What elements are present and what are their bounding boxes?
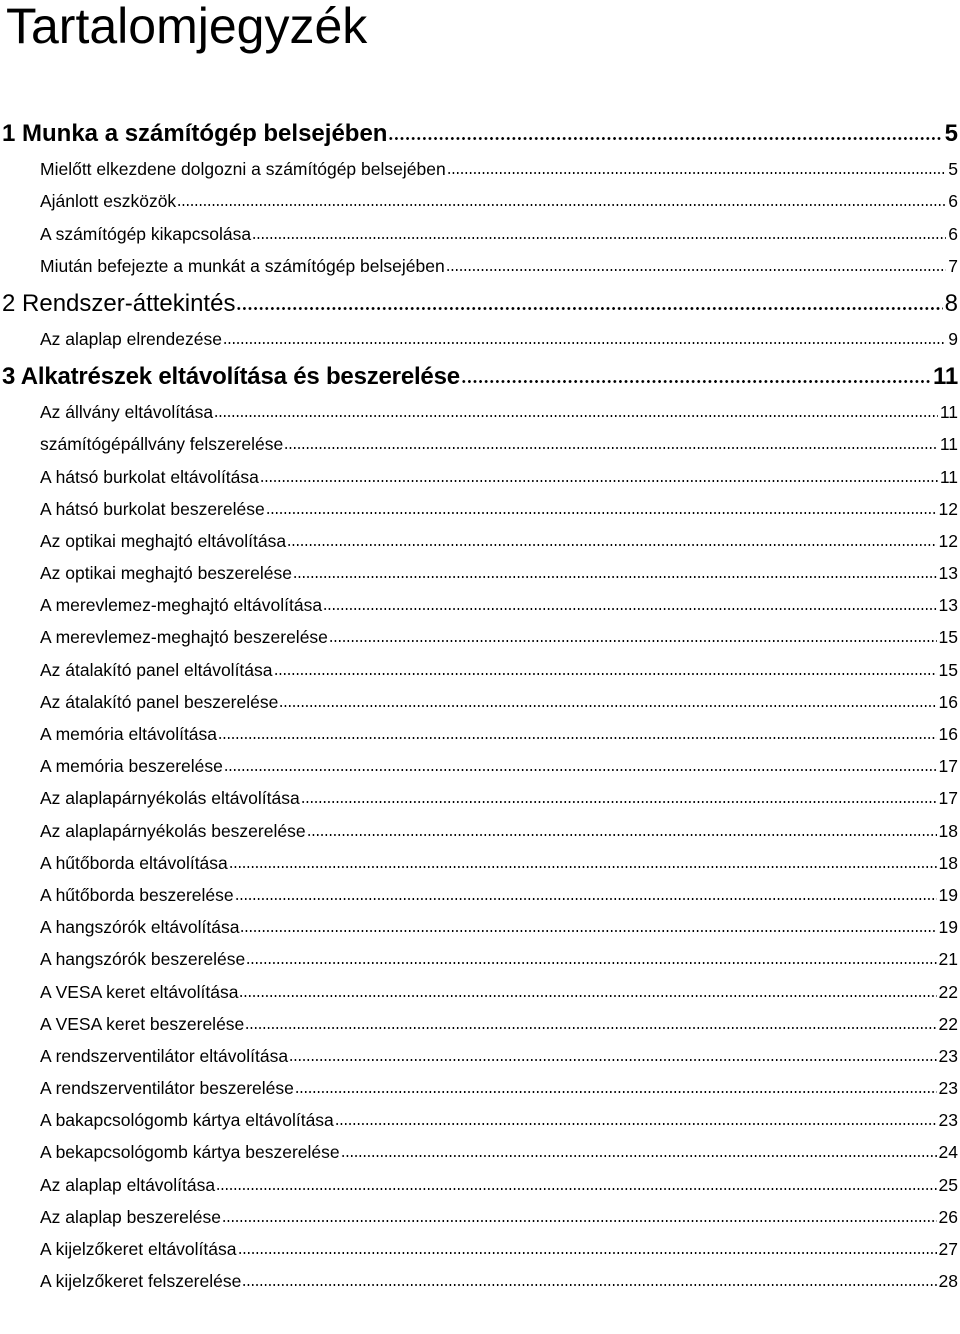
dot-leader <box>246 948 936 966</box>
toc-entry[interactable] <box>0 1235 960 1267</box>
toc-entry[interactable] <box>0 1010 960 1042</box>
dot-leader <box>446 254 947 272</box>
dot-leader <box>236 287 942 311</box>
toc-entry[interactable] <box>0 752 960 784</box>
dot-leader <box>214 401 938 419</box>
toc-entry[interactable] <box>0 527 960 559</box>
toc-page-number: 11 <box>939 466 958 487</box>
dot-leader <box>229 851 937 869</box>
page-title: Tartalomjegyzék <box>6 0 368 54</box>
toc-entry-label: Az alaplap beszerelése <box>40 1206 221 1227</box>
dot-leader <box>284 433 938 451</box>
dot-leader <box>239 980 936 998</box>
toc-entry-label: Az alaplapárnyékolás eltávolítása <box>40 788 300 809</box>
dot-leader <box>223 327 946 345</box>
dot-leader <box>295 1077 937 1095</box>
toc-page-number: 5 <box>948 159 958 180</box>
toc-entry-label: Miután befejezte a munkát a számítógép belsejében <box>40 255 445 276</box>
toc-page-number: 8 <box>944 289 958 317</box>
toc-entry-label: A rendszerventilátor beszerelése <box>40 1078 294 1099</box>
dot-leader <box>266 497 937 515</box>
dot-leader <box>252 222 946 240</box>
toc-page-number: 15 <box>938 659 958 680</box>
toc-page-number: 23 <box>938 1045 958 1066</box>
toc-entry-label: A merevlemez-meghajtó beszerelése <box>40 627 328 648</box>
dot-leader <box>293 562 937 580</box>
toc-page-number: 11 <box>939 402 958 423</box>
toc-entry[interactable] <box>0 187 960 219</box>
toc-entry[interactable] <box>0 1042 960 1074</box>
toc-entry-label: A kijelzőkeret felszerelése <box>40 1271 242 1292</box>
toc-entry[interactable] <box>0 1138 960 1170</box>
toc-entry[interactable] <box>0 816 960 848</box>
dot-leader <box>323 594 936 612</box>
toc-entry-label: A rendszerventilátor eltávolítása <box>40 1045 289 1066</box>
toc-page-number: 26 <box>938 1206 958 1227</box>
toc-entry-label: Az átalakító panel beszerelése <box>40 691 279 712</box>
toc-page-number: 5 <box>944 120 958 147</box>
dot-leader <box>238 1238 937 1256</box>
toc-page-number: 18 <box>938 820 958 841</box>
toc-entry[interactable] <box>0 881 960 913</box>
dot-leader <box>245 1012 936 1030</box>
dot-leader <box>222 1205 937 1223</box>
toc-entry-label: A memória eltávolítása <box>40 724 218 744</box>
toc-entry-label: 2 Rendszer-áttekintés <box>2 289 236 317</box>
toc-entry[interactable] <box>0 1074 960 1106</box>
toc-entry[interactable] <box>0 252 960 284</box>
toc-entry-label: A hangszórók beszerelése <box>40 949 246 970</box>
toc-page-number: 15 <box>938 627 958 648</box>
toc-entry[interactable] <box>0 559 960 591</box>
toc-entry-label: Ajánlott eszközök <box>40 191 177 212</box>
toc-entry-label: Az állvány eltávolítása <box>40 402 214 423</box>
toc-entry-label: Az alaplapárnyékolás beszerelése <box>40 820 306 841</box>
toc-page-number: 18 <box>938 852 958 873</box>
dot-leader <box>224 755 937 773</box>
toc-entry[interactable] <box>0 784 960 816</box>
toc-entry[interactable] <box>0 945 960 977</box>
toc-entry[interactable] <box>0 398 960 430</box>
toc-page-number: 13 <box>938 563 958 584</box>
toc-chapter[interactable] <box>0 291 960 325</box>
dot-leader <box>388 117 942 141</box>
toc-entry-label: A számítógép kikapcsolása <box>40 223 252 244</box>
toc-entry[interactable] <box>0 688 960 720</box>
dot-leader <box>274 658 937 676</box>
dot-leader <box>335 1109 937 1127</box>
dot-leader <box>242 1270 936 1288</box>
toc-entry-label: A bekapcsológomb kártya beszerelése <box>40 1142 340 1163</box>
dot-leader <box>218 723 937 741</box>
toc-page-number: 12 <box>938 530 958 551</box>
toc-entry-label: Az optikai meghajtó eltávolítása <box>40 530 287 551</box>
toc-entry[interactable] <box>0 913 960 945</box>
toc-entry[interactable] <box>0 155 960 187</box>
dot-leader <box>461 360 931 384</box>
toc-entry-label: A hűtőborda beszerelése <box>40 884 234 905</box>
dot-leader <box>341 1141 937 1159</box>
dot-leader <box>235 883 937 901</box>
toc-entry-label: A hátsó burkolat eltávolítása <box>40 466 259 487</box>
toc-page-number: 27 <box>938 1239 958 1259</box>
toc-page-number: 16 <box>938 691 958 712</box>
toc-page-number: 23 <box>938 1078 958 1099</box>
toc-entry[interactable] <box>0 495 960 527</box>
dot-leader <box>177 190 946 208</box>
toc-page-number: 16 <box>938 724 958 744</box>
toc-page-number: 19 <box>938 884 958 905</box>
toc-entry-label: Az optikai meghajtó beszerelése <box>40 563 292 584</box>
toc-entry-label: A memória beszerelése <box>40 756 223 777</box>
dot-leader <box>287 529 936 547</box>
toc-entry-label: számítógépállvány felszerelése <box>40 434 284 455</box>
toc-entry-label: A hangszórók eltávolítása <box>40 917 240 938</box>
toc-entry[interactable] <box>0 219 960 251</box>
toc-entry-label: 3 Alkatrészek eltávolítása és beszerelése <box>2 362 460 390</box>
dot-leader <box>240 916 936 934</box>
toc-page-number: 23 <box>938 1110 958 1131</box>
toc-entry[interactable] <box>0 430 960 462</box>
toc-entry[interactable] <box>0 1203 960 1235</box>
dot-leader <box>447 158 947 176</box>
toc-entry[interactable] <box>0 591 960 623</box>
toc-entry-label: Az alaplap eltávolítása <box>40 1174 216 1195</box>
toc-entry-label: A kijelzőkeret eltávolítása <box>40 1239 237 1259</box>
dot-leader <box>301 787 937 805</box>
toc-page-number: 19 <box>938 917 958 938</box>
toc-entry-label: A merevlemez-meghajtó eltávolítása <box>40 595 323 616</box>
toc-page-number: 24 <box>938 1142 958 1163</box>
toc-page-number: 9 <box>948 328 958 349</box>
toc-entry-label: Az átalakító panel eltávolítása <box>40 659 273 680</box>
toc-page-number: 28 <box>938 1271 958 1292</box>
toc-page-number: 6 <box>948 191 958 212</box>
toc-page-number: 6 <box>948 223 958 244</box>
toc-entry[interactable] <box>0 1106 960 1138</box>
toc-page-number: 21 <box>938 949 958 970</box>
dot-leader <box>289 1044 936 1062</box>
toc-entry[interactable] <box>0 462 960 494</box>
dot-leader <box>279 690 936 708</box>
toc-entry[interactable] <box>0 655 960 687</box>
toc-entry-label: A hűtőborda eltávolítása <box>40 852 228 873</box>
toc-page-number: 7 <box>948 255 958 276</box>
toc-page-number: 17 <box>938 756 958 777</box>
toc-entry-label: 1 Munka a számítógép belsejében <box>2 120 388 147</box>
toc-entry[interactable] <box>0 977 960 1009</box>
toc-chapter[interactable] <box>0 121 960 155</box>
toc-entry[interactable] <box>0 1267 960 1299</box>
toc-entry-label: A VESA keret beszerelése <box>40 1013 245 1034</box>
toc-page-number: 22 <box>938 1013 958 1034</box>
toc-entry[interactable] <box>0 720 960 752</box>
toc-entry[interactable] <box>0 849 960 881</box>
toc-entry-label: A hátsó burkolat beszerelése <box>40 498 265 519</box>
toc-page-number: 22 <box>938 981 958 1002</box>
toc-page-number: 13 <box>938 595 958 616</box>
toc-entry[interactable] <box>0 325 960 357</box>
toc-entry[interactable] <box>0 623 960 655</box>
toc-page-number: 11 <box>939 434 958 455</box>
toc-entry-label: A bakapcsológomb kártya eltávolítása <box>40 1110 334 1131</box>
dot-leader <box>307 819 937 837</box>
toc-page-number: 25 <box>938 1174 958 1195</box>
table-of-contents <box>0 121 960 1299</box>
toc-page-number: 17 <box>938 788 958 809</box>
dot-leader <box>260 465 938 483</box>
toc-page-number: 12 <box>938 498 958 519</box>
toc-entry-label: A VESA keret eltávolítása <box>40 981 239 1002</box>
toc-chapter[interactable] <box>0 364 960 398</box>
toc-entry-label: Az alaplap elrendezése <box>40 328 222 349</box>
toc-entry[interactable] <box>0 1170 960 1202</box>
dot-leader <box>216 1173 936 1191</box>
dot-leader <box>329 626 937 644</box>
toc-page-number: 11 <box>933 362 958 390</box>
toc-entry-label: Mielőtt elkezdene dolgozni a számítógép belsejében <box>40 159 446 180</box>
